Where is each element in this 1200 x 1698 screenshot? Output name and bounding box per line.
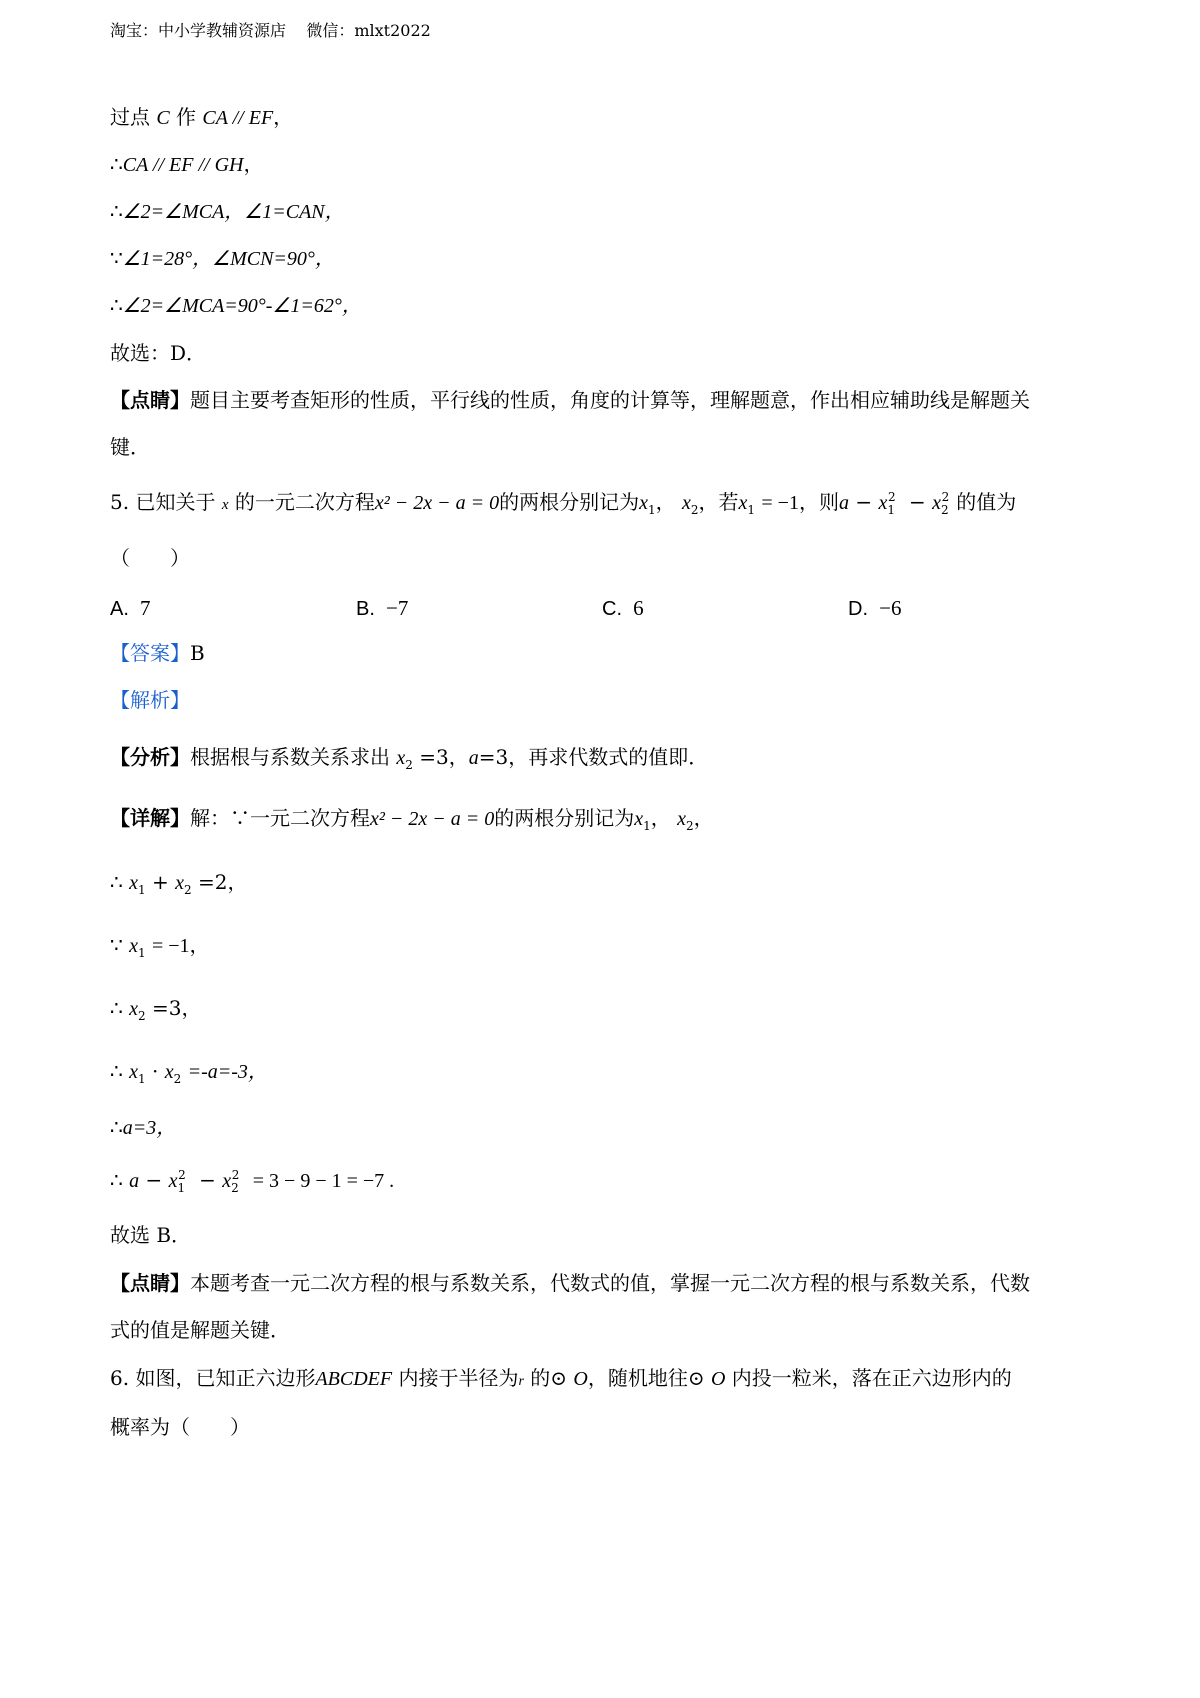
q5-step-6: ∴ $a - x_1^2 - x_2^2 = 3 - 9 - 1 = -7$ . (110, 1168, 395, 1195)
page-header (110, 18, 431, 41)
q4-note: 【点睛】题目主要考查矩形的性质，平行线的性质，角度的计算等，理解题意，作出相应辅助线是解题关 (110, 388, 1030, 412)
answer-label: 【答案】 (110, 641, 190, 665)
q5-step-4: ∴ $x_1 \cdot x_2 =-a=-3$， (110, 1059, 268, 1086)
q4-line-5: ∴∠2=∠MCA=90°-∠1=62°， (110, 293, 362, 317)
q5-step-5: ∴a=3， (110, 1115, 177, 1139)
q6-stem-cont: 概率为（ ） (110, 1415, 250, 1439)
q4-line-3: ∴∠2=∠MCA，∠1=CAN， (110, 199, 345, 223)
q4-line-1: 过点 C 作 CA // EF， (110, 105, 294, 129)
q4-note-cont: 键． (110, 435, 150, 459)
q5-option-a[interactable]: A. 7 (110, 596, 151, 620)
q4-note-label: 【点睛】 (110, 388, 190, 412)
q5-fenxi: 【分析】根据根与系数关系求出 $x_2 =3$，a=3，再求代数式的值即． (110, 745, 709, 772)
q5-choice: 故选 B． (110, 1223, 192, 1247)
q5-xiangjie: 【详解】解：∵一元二次方程x² − 2x − a = 0的两根分别记为$x_1$， $x_2$， (110, 806, 714, 833)
q5-paren: （ ） (110, 546, 190, 570)
q5-step-1: ∴ $x_1 + x_2 =2$， (110, 870, 248, 897)
q5-step-2: ∵ $x_1 = -1$， (110, 933, 210, 960)
q5-note: 【点睛】本题考查一元二次方程的根与系数关系，代数式的值，掌握一元二次方程的根与系数关系，代数 (110, 1271, 1030, 1295)
q5-note-cont: 式的值是解题关键． (110, 1318, 290, 1342)
q5-option-b[interactable]: B. −7 (356, 596, 409, 620)
q6-stem: 6. 如图，已知正六边形ABCDEF 内接于半径为r 的⊙ O，随机地往⊙ O 内投一粒米，落在正六边形内的 (110, 1366, 1012, 1390)
q5-option-d[interactable]: D. −6 (848, 596, 902, 620)
q5-answer: 【答案】B (110, 641, 205, 665)
q5-option-c[interactable]: C. 6 (602, 596, 644, 620)
q5-analysis-label: 【解析】 (110, 688, 190, 712)
wechat-id: 微信：mlxt2022 (306, 21, 431, 40)
q4-choice: 故选：D． (110, 341, 207, 365)
q5-stem: 5. 已知关于 x 的一元二次方程x² − 2x − a = 0的两根分别记为$x_1$， $x_2$，若$x_1 = -1$，则$a - x_1^2 - x_2^2$ 的值为 (110, 490, 1017, 517)
q4-line-4: ∵∠1=28°，∠MCN=90°， (110, 246, 335, 270)
q5-step-3: ∴ $x_2 =3$， (110, 996, 202, 1023)
q4-line-2: ∴CA // EF // GH， (110, 152, 264, 176)
shop-name: 淘宝：中小学教辅资源店 (110, 21, 287, 40)
